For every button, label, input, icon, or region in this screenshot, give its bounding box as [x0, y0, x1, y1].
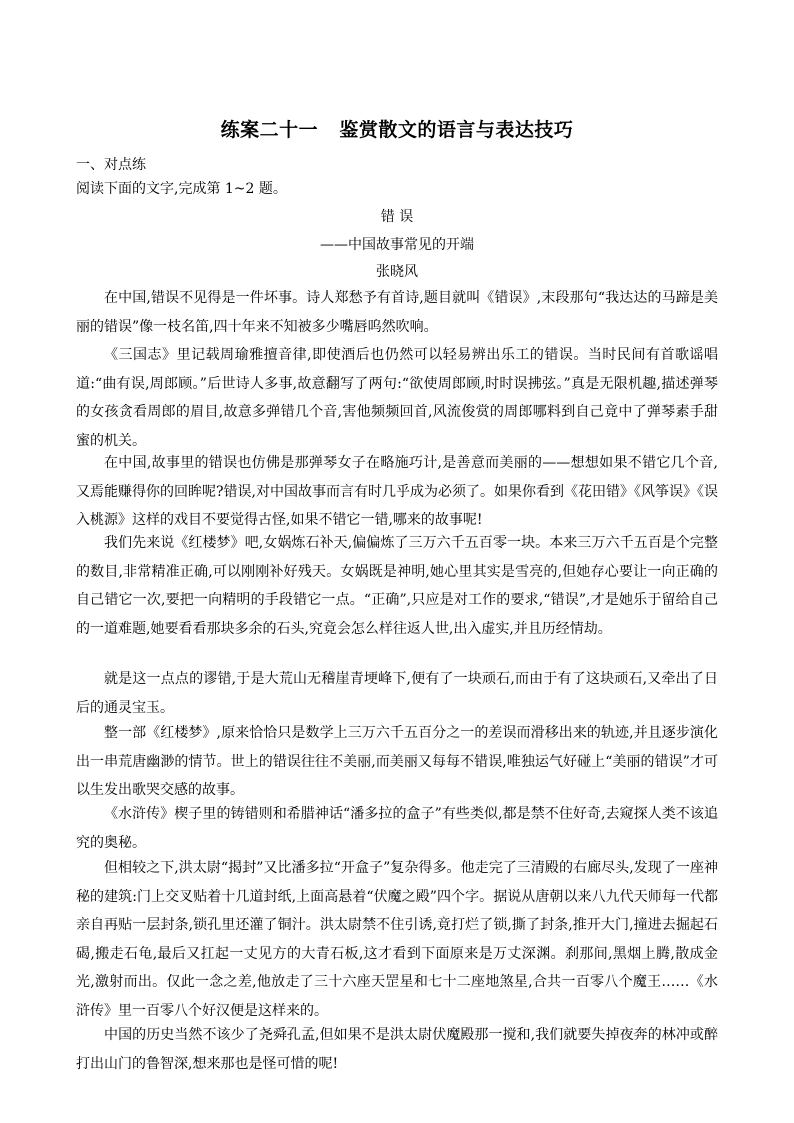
paragraph: 在中国,故事里的错误也仿佛是那弹琴女子在略施巧计,是善意而美丽的——想想如果不错它几个音,又焉能赚得你的回眸呢?错误,对中国故事而言有时几乎成为必须了。如果你看到《花田错》《风筝误》《误入桃源》这样的戏目不要觉得古怪,如果不错它一错,哪来的故事呢!: [76, 455, 718, 528]
page-title: 练案二十一 鉴赏散文的语言与表达技巧: [220, 119, 574, 141]
paragraph: 整一部《红楼梦》,原来恰恰只是数学上三万六千五百分之一的差误而滑移出来的轨迹,并且逐步演化出一串荒唐幽渺的情节。世上的错误往往不美丽,而美丽又每每不错误,唯独运气好碰上“美丽的错误”才可以生发出歌哭交感的故事。: [76, 725, 718, 798]
article-author: 张晓风: [376, 264, 418, 280]
paragraph: 中国的历史当然不该少了尧舜孔孟,但如果不是洪太尉伏魔殿那一搅和,我们就要失掉夜奔的林冲或醉打出山门的鲁智深,想来那也是怪可惜的呢!: [76, 1027, 718, 1072]
paragraph: 就是这一点点的谬错,于是大荒山无稽崖青埂峰下,便有了一块顽石,而由于有了这块顽石,又牵出了日后的通灵宝玉。: [76, 671, 718, 716]
instruction-text: 阅读下面的文字,完成第 1~2 题。: [76, 181, 287, 197]
article-title: 错 误: [380, 209, 414, 225]
paragraph: 《水浒传》楔子里的铸错则和希腊神话“潘多拉的盒子”有些类似,都是禁不住好奇,去窥探人类不该追究的奥秘。: [76, 806, 718, 851]
paragraph: 在中国,错误不见得是一件坏事。诗人郑愁予有首诗,题目就叫《错误》,末段那句“我达达的马蹄是美丽的错误”像一枝名笛,四十年来不知被多少嘴唇呜然吹响。: [76, 290, 718, 335]
section-heading: 一、对点练: [76, 157, 146, 173]
paragraph: 《三国志》里记载周瑜雅擅音律,即使酒后也仍然可以轻易辨出乐工的错误。当时民间有首歌谣唱道:“曲有误,周郎顾。”后世诗人多事,故意翻写了两句:“欲使周郎顾,时时误拂弦。”真是无限机趣,描述弹琴的女孩贪看周郎的眉目,故意多弹错几个音,害他频频回首,风流俊赏的周郎哪料到自己竟中了弹琴素手甜蜜的机关。: [76, 347, 718, 449]
paragraph: 但相较之下,洪太尉“揭封”又比潘多拉“开盒子”复杂得多。他走完了三清殿的右廊尽头,发现了一座神秘的建筑:门上交叉贴着十几道封纸,上面高悬着“伏魔之殿”四个字。据说从唐朝以来八九代天师每一代都亲自再贴一层封条,锁孔里还灌了铜汁。洪太尉禁不住引诱,竟打烂了锁,撕了封条,推开大门,撞进去掘起石碣,搬走石龟,最后又扛起一丈见方的大青石板,这才看到下面原来是万丈深渊。刹那间,黑烟上腾,散成金光,激射而出。仅此一念之差,他放走了三十六座天罡星和七十二座地煞星,合共一百零八个魔王……《水浒传》里一百零八个好汉便是这样来的。: [76, 860, 718, 1019]
paragraph: 我们先来说《红楼梦》吧,女娲炼石补天,偏偏炼了三万六千五百零一块。本来三万六千五百是个完整的数目,非常精准正确,可以刚刚补好残天。女娲既是神明,她心里其实是雪亮的,但她存心要让一向正确的自己错它一次,要把一向精明的手段错它一点。“正确”,只应是对工作的要求,“错误”,才是她乐于留给自己的一道难题,她要看看那块多余的石头,究竟会怎么样往返人世,出入虚实,并且历经情劫。: [76, 535, 718, 637]
article-subtitle: ——中国故事常见的开端: [320, 237, 474, 253]
